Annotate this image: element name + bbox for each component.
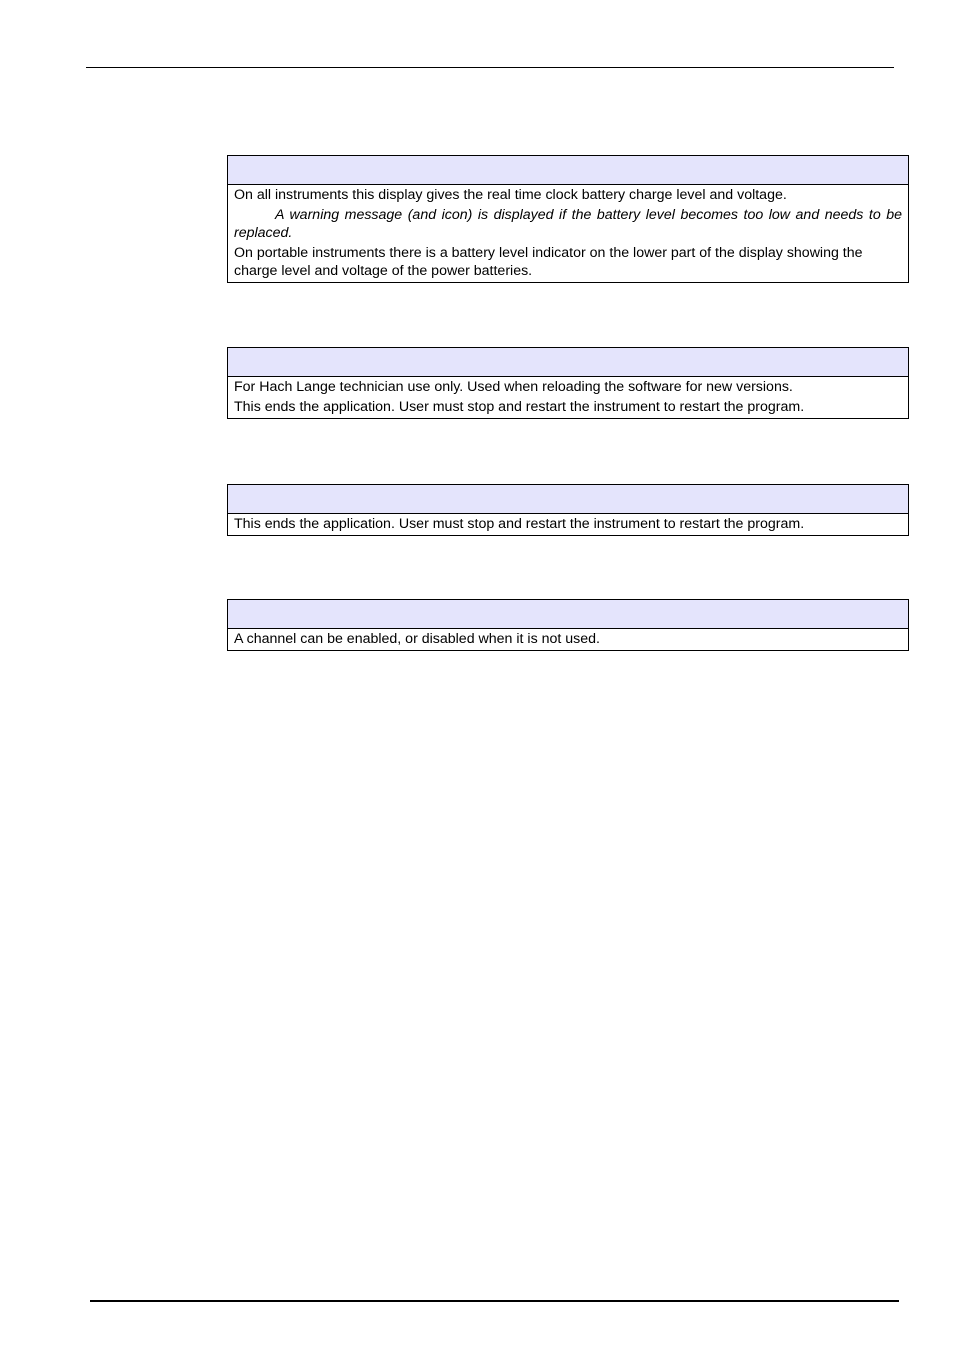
- section-header: [228, 348, 908, 377]
- footer-rule: [90, 1300, 899, 1302]
- section-header: [228, 600, 908, 629]
- paragraph: On all instruments this display gives the real time clock battery charge level and voltage.: [234, 187, 787, 203]
- section-header: [228, 485, 908, 514]
- paragraph: A channel can be enabled, or disabled when it is not used.: [234, 631, 600, 647]
- note-paragraph: A warning message (and icon) is displayed if the battery level becomes too low and needs to be replaced.: [234, 207, 902, 241]
- header-rule: [86, 67, 894, 68]
- paragraph: On portable instruments there is a battery level indicator on the lower part of the display showing the charge level and voltage of the power batteries.: [234, 245, 863, 279]
- battery-level-section: [227, 155, 909, 283]
- section-body: [228, 629, 908, 650]
- paragraph: For Hach Lange technician use only. Used when reloading the software for new versions.: [234, 379, 793, 395]
- paragraph: This ends the application. User must stop and restart the instrument to restart the program.: [234, 516, 805, 532]
- section-body: [228, 514, 908, 535]
- paragraph: This ends the application. User must stop and restart the instrument to restart the program.: [234, 399, 805, 415]
- end-application-section: [227, 484, 909, 536]
- section-body: [228, 185, 908, 282]
- software-reload-section: [227, 347, 909, 419]
- section-header: [228, 156, 908, 185]
- section-body: [228, 377, 908, 418]
- channel-section: [227, 599, 909, 651]
